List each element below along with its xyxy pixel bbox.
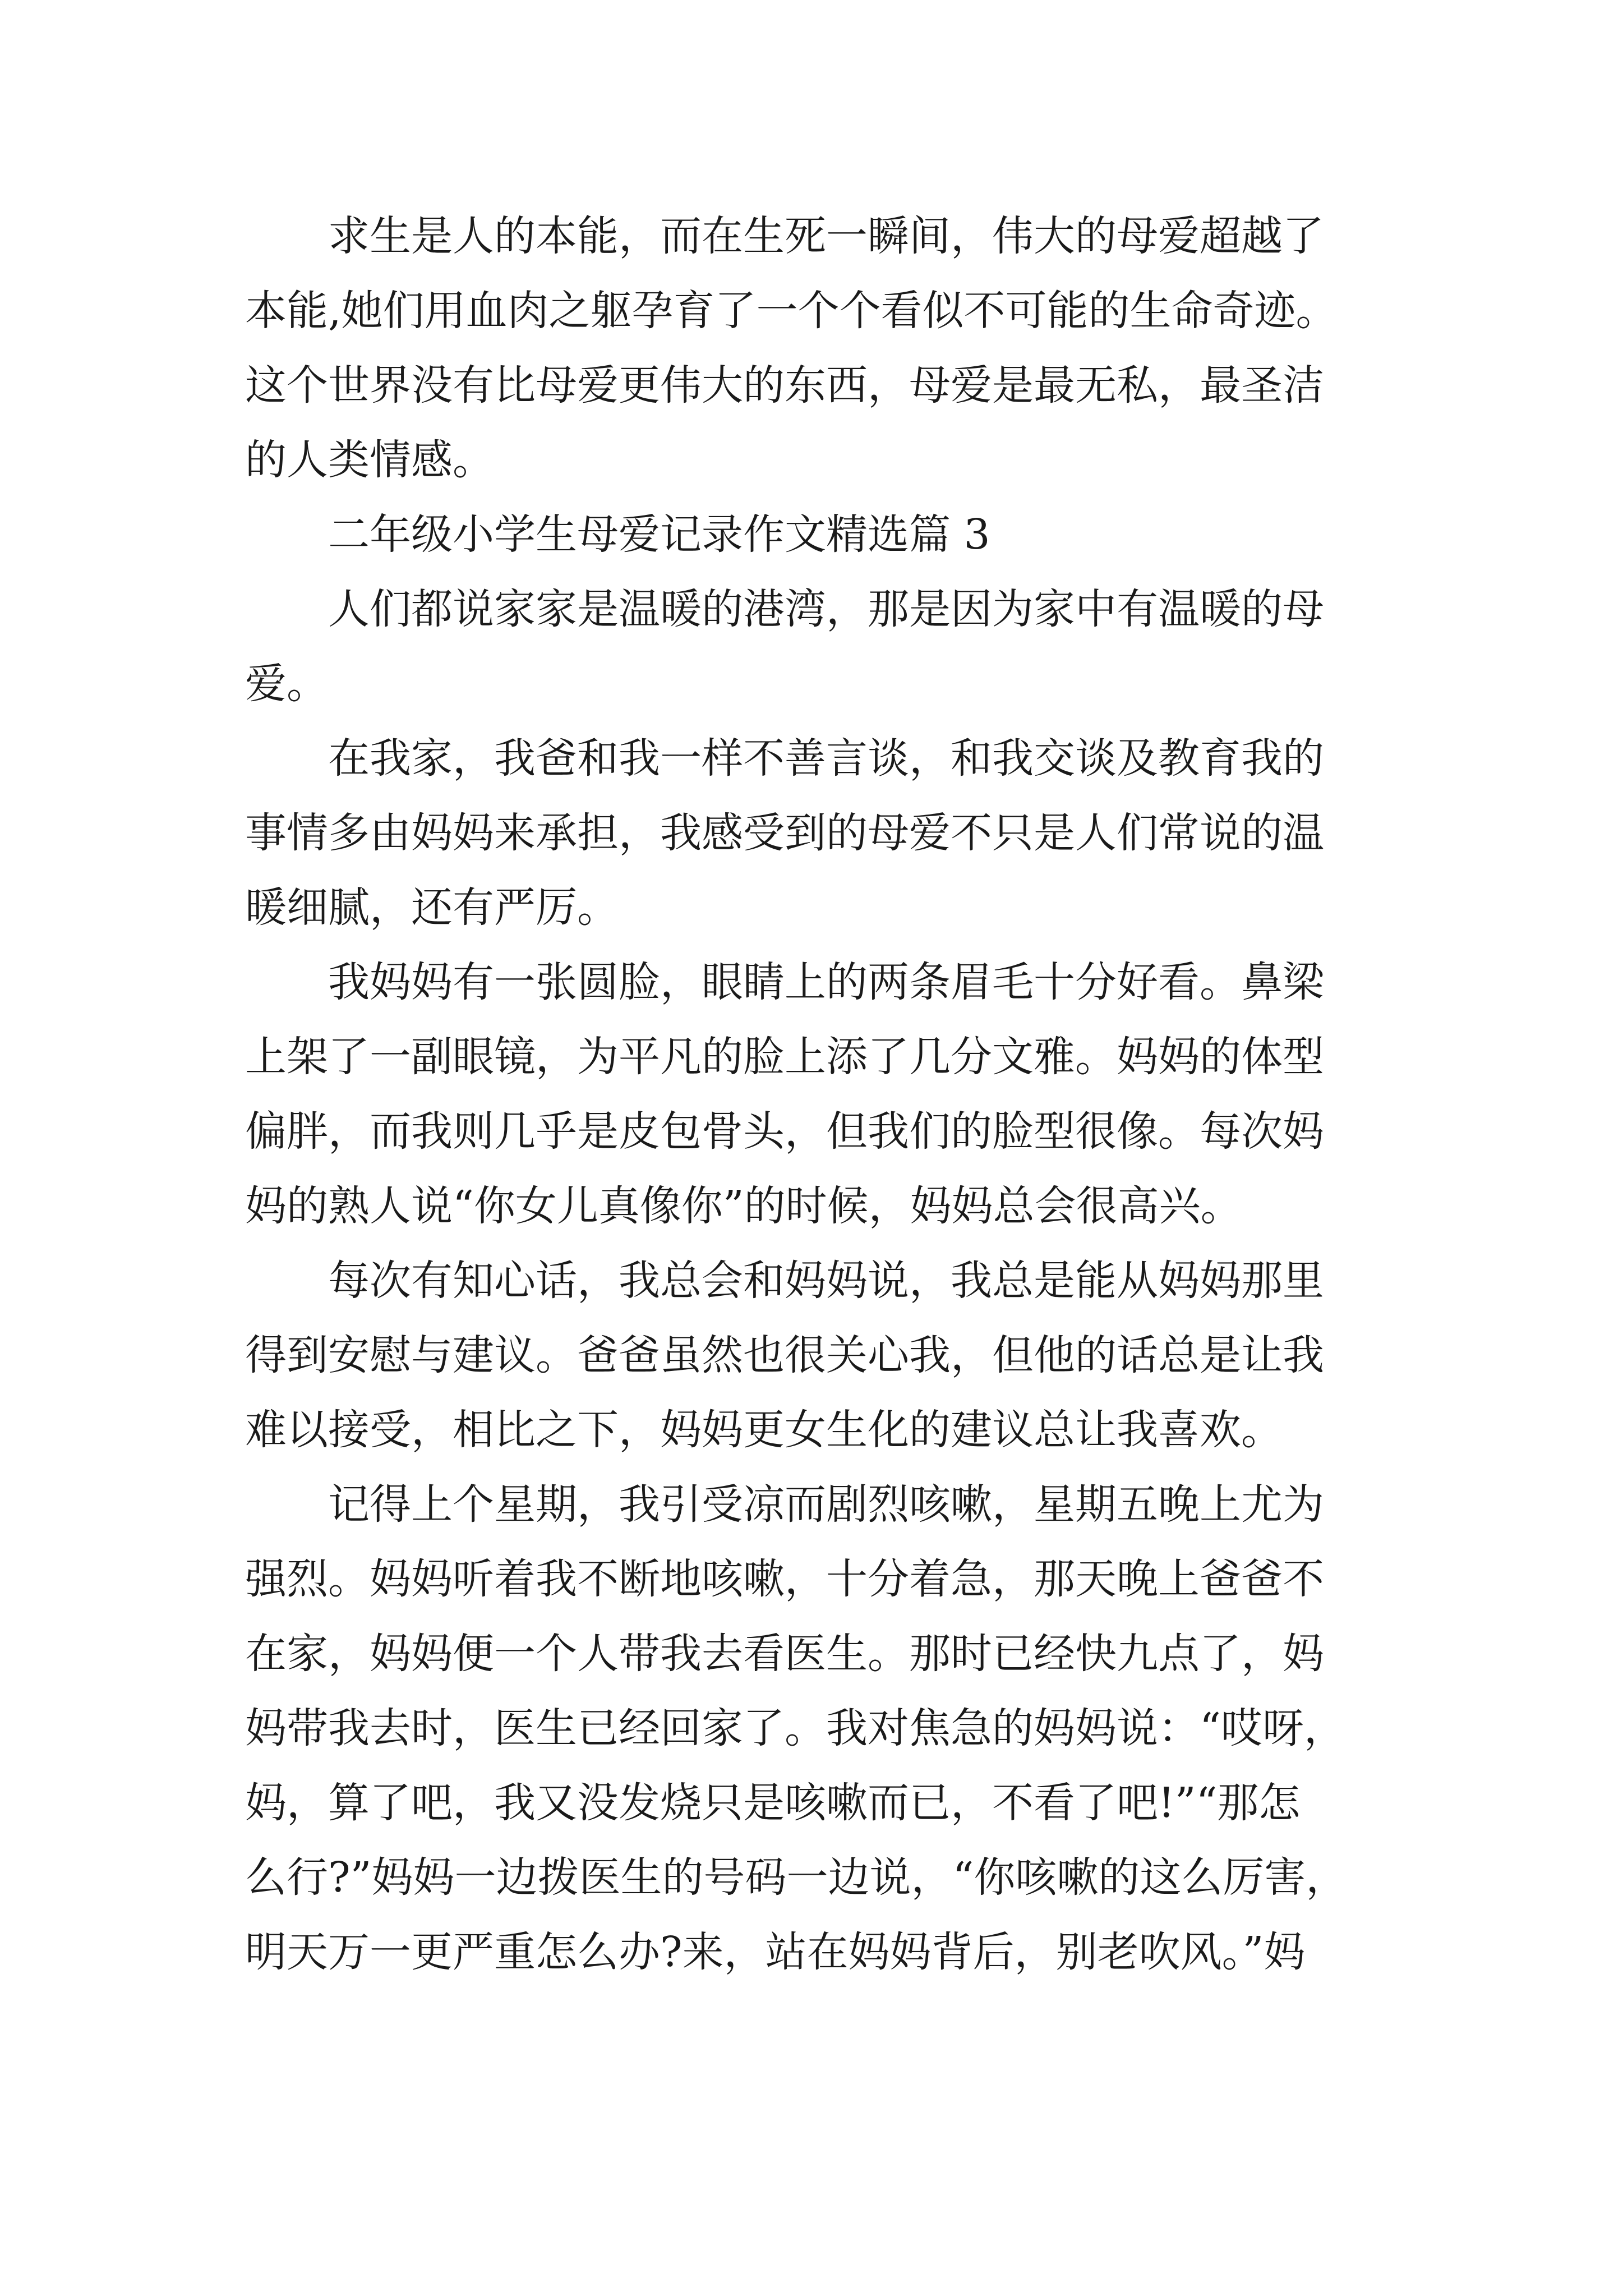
- paragraph-line: 记得上个星期，我引受凉而剧烈咳嗽，星期五晚上尤为: [328, 1480, 1324, 1529]
- paragraph-line: 上架了一副眼镜，为平凡的脸上添了几分文雅。妈妈的体型: [245, 1033, 1324, 1081]
- paragraph-line: 本能,她们用血肉之躯孕育了一个个看似不可能的生命奇迹。: [245, 287, 1338, 335]
- paragraph-line: 事情多由妈妈来承担，我感受到的母爱不只是人们常说的温: [245, 809, 1324, 857]
- paragraph-line: 爱。: [245, 660, 328, 708]
- paragraph-line: 这个世界没有比母爱更伟大的东西，母爱是最无私，最圣洁: [245, 361, 1324, 409]
- paragraph-line: 偏胖，而我则几乎是皮包骨头，但我们的脸型很像。每次妈: [245, 1107, 1324, 1156]
- paragraph-line: 每次有知心话，我总会和妈妈说，我总是能从妈妈那里: [328, 1257, 1324, 1305]
- paragraph-line: 在我家，我爸和我一样不善言谈，和我交谈及教育我的: [328, 734, 1324, 783]
- paragraph-line: 难以接受，相比之下，妈妈更女生化的建议总让我喜欢。: [245, 1406, 1283, 1454]
- paragraph-line: 妈的熟人说“你女儿真像你”的时候，妈妈总会很高兴。: [245, 1182, 1242, 1230]
- paragraph-line: 求生是人的本能，而在生死一瞬间，伟大的母爱超越了: [328, 212, 1324, 260]
- paragraph-line: 在家，妈妈便一个人带我去看医生。那时已经快九点了，妈: [245, 1630, 1324, 1678]
- paragraph-line: 么行?”妈妈一边拨医生的号码一边说，“你咳嗽的这么厉害，: [245, 1853, 1348, 1902]
- paragraph-line: 强烈。妈妈听着我不断地咳嗽，十分着急，那天晚上爸爸不: [245, 1555, 1324, 1603]
- paragraph-line: 暖细腻，还有严厉。: [245, 884, 619, 932]
- paragraph-line: 得到安慰与建议。爸爸虽然也很关心我，但他的话总是让我: [245, 1331, 1324, 1379]
- paragraph-line: 妈，算了吧，我又没发烧只是咳嗽而已，不看了吧!”“那怎: [245, 1779, 1301, 1827]
- essay-body: [245, 199, 1428, 1990]
- paragraph-line: 的人类情感。: [245, 436, 494, 484]
- paragraph-line: 明天万一更严重怎么办?来，站在妈妈背后，别老吹风。”妈: [245, 1928, 1306, 1976]
- paragraph-line: 人们都说家家是温暖的港湾，那是因为家中有温暖的母: [328, 585, 1324, 633]
- section-heading: 二年级小学生母爱记录作文精选篇 3: [328, 510, 990, 559]
- paragraph-line: 妈带我去时，医生已经回家了。我对焦急的妈妈说：“哎呀，: [245, 1704, 1345, 1752]
- paragraph-line: 我妈妈有一张圆脸，眼睛上的两条眉毛十分好看。鼻梁: [328, 958, 1324, 1006]
